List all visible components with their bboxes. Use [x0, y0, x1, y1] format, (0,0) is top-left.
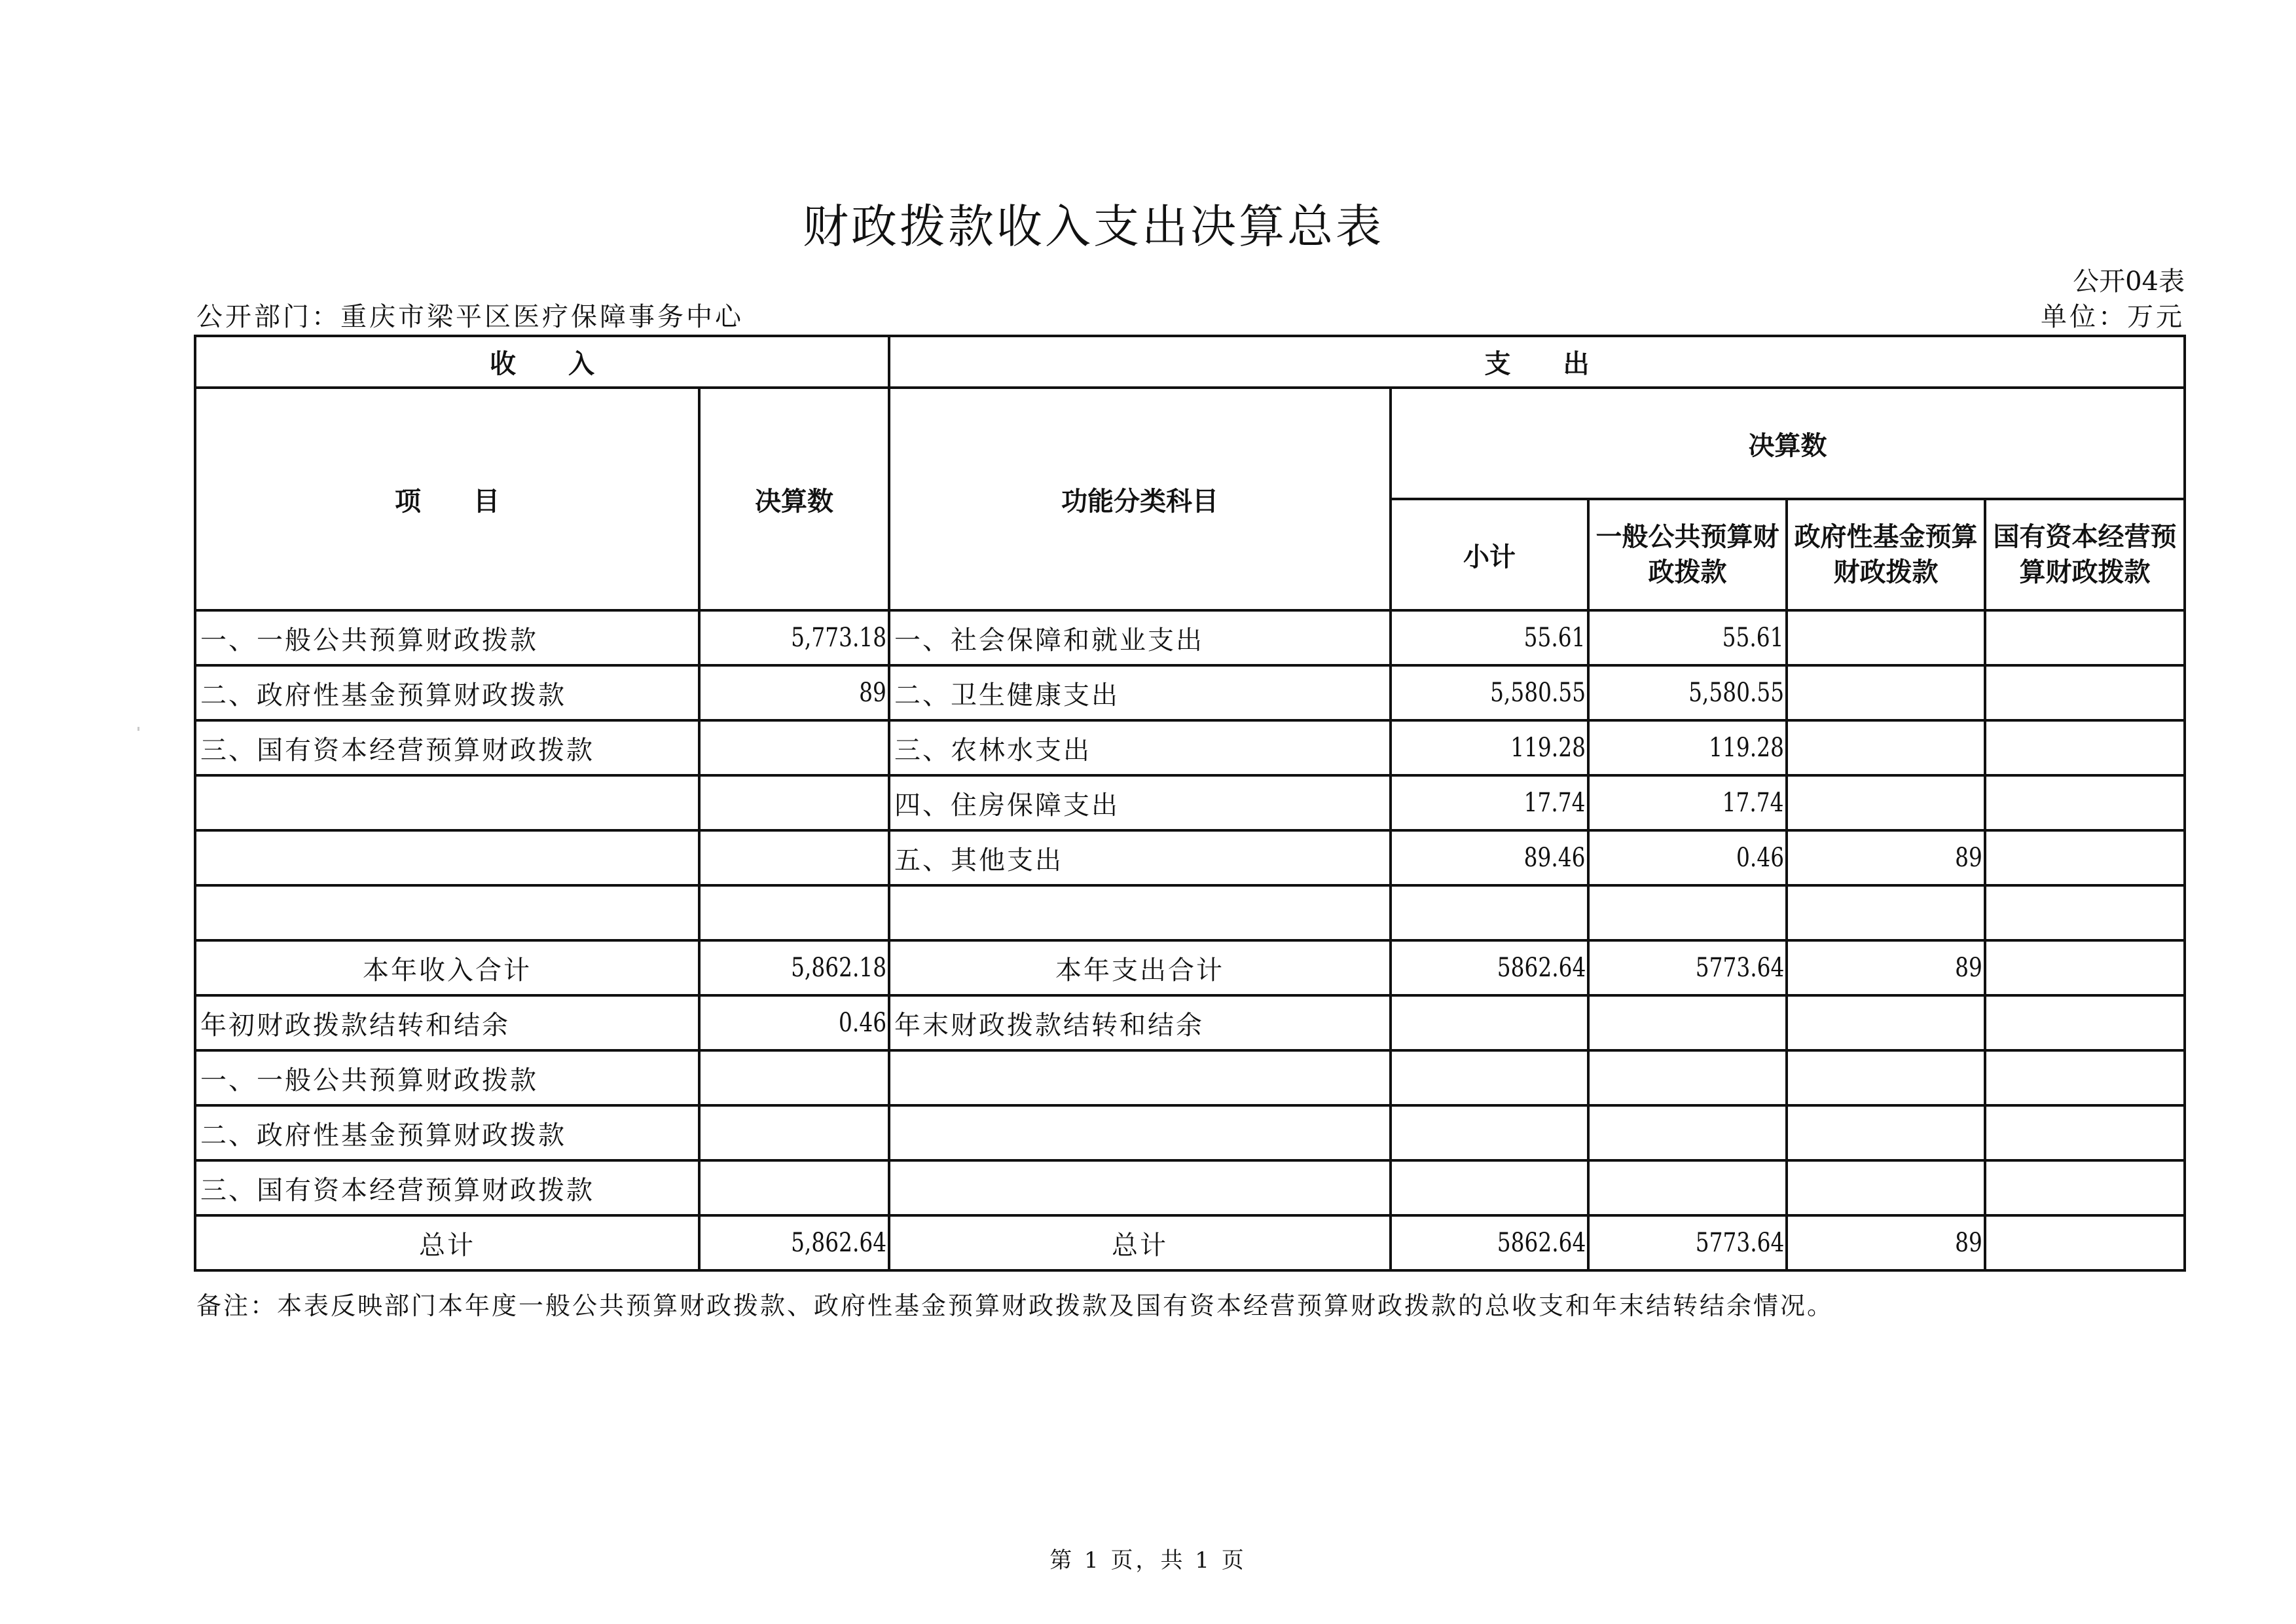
income-item-cell: 一、一般公共预算财政拨款 — [195, 610, 699, 665]
income-amount-cell: 5,773.18 — [699, 610, 889, 665]
gov-fund-cell: 89 — [1787, 940, 1985, 995]
general-public-cell — [1588, 1050, 1787, 1105]
income-amount-cell — [699, 830, 889, 885]
expense-section-header: 支 出 — [889, 336, 2185, 388]
general-public-cell: 5,580.55 — [1588, 665, 1787, 720]
gov-fund-cell — [1787, 1050, 1985, 1105]
income-amount-cell — [699, 1105, 889, 1160]
gov-fund-cell: 89 — [1787, 830, 1985, 885]
expense-item-cell: 一、社会保障和就业支出 — [889, 610, 1391, 665]
income-item-cell: 二、政府性基金预算财政拨款 — [195, 1105, 699, 1160]
general-public-cell: 0.46 — [1588, 830, 1787, 885]
general-public-cell: 5773.64 — [1588, 1215, 1787, 1270]
subtotal-cell — [1391, 1050, 1588, 1105]
page-title: 财政拨款收入支出决算总表 — [803, 200, 1384, 253]
table-row — [195, 1050, 2185, 1105]
state-capital-cell — [1985, 610, 2185, 665]
income-item-cell — [195, 885, 699, 940]
general-public-column-header: 一般公共预算财政拨款 — [1588, 499, 1787, 610]
general-public-cell: 119.28 — [1588, 720, 1787, 775]
gov-fund-cell — [1787, 885, 1985, 940]
table-row — [195, 665, 2185, 720]
income-item-cell: 三、国有资本经营预算财政拨款 — [195, 720, 699, 775]
income-amount-column-header: 决算数 — [699, 388, 889, 610]
subtotal-cell: 89.46 — [1391, 830, 1588, 885]
state-capital-cell — [1985, 940, 2185, 995]
income-amount-cell — [699, 1160, 889, 1215]
income-amount-cell: 89 — [699, 665, 889, 720]
state-capital-cell — [1985, 1105, 2185, 1160]
table-row-annual-total — [195, 940, 2185, 995]
department-label: 公开部门：重庆市梁平区医疗保障事务中心 — [196, 302, 744, 332]
fiscal-appropriation-table — [194, 335, 2186, 1272]
state-capital-cell — [1985, 1050, 2185, 1105]
expense-item-cell: 五、其他支出 — [889, 830, 1391, 885]
income-item-cell: 三、国有资本经营预算财政拨款 — [195, 1160, 699, 1215]
state-capital-cell — [1985, 665, 2185, 720]
subtotal-cell: 5,580.55 — [1391, 665, 1588, 720]
state-capital-cell — [1985, 830, 2185, 885]
subtotal-cell — [1391, 885, 1588, 940]
expense-item-cell: 年末财政拨款结转和结余 — [889, 995, 1391, 1050]
subtotal-cell: 55.61 — [1391, 610, 1588, 665]
income-amount-cell: 0.46 — [699, 995, 889, 1050]
general-public-cell — [1588, 1160, 1787, 1215]
page-number-footer: 第 1 页，共 1 页 — [1049, 1547, 1247, 1574]
income-item-cell: 本年收入合计 — [195, 940, 699, 995]
income-item-cell: 二、政府性基金预算财政拨款 — [195, 665, 699, 720]
general-public-cell: 5773.64 — [1588, 940, 1787, 995]
income-section-header: 收 入 — [195, 336, 889, 388]
income-item-cell — [195, 830, 699, 885]
gov-fund-cell — [1787, 1105, 1985, 1160]
gov-fund-cell — [1787, 610, 1985, 665]
subtotal-cell: 5862.64 — [1391, 1215, 1588, 1270]
subtotal-cell — [1391, 995, 1588, 1050]
gov-fund-column-header: 政府性基金预算财政拨款 — [1787, 499, 1985, 610]
subtotal-cell: 119.28 — [1391, 720, 1588, 775]
subtotal-cell — [1391, 1160, 1588, 1215]
income-amount-cell: 5,862.64 — [699, 1215, 889, 1270]
state-capital-cell — [1985, 1160, 2185, 1215]
table-row — [195, 830, 2185, 885]
expense-item-cell: 总计 — [889, 1215, 1391, 1270]
state-capital-column-header: 国有资本经营预算财政拨款 — [1985, 499, 2185, 610]
scan-speck — [137, 727, 139, 731]
gov-fund-cell — [1787, 1160, 1985, 1215]
item-column-header: 项 目 — [195, 388, 699, 610]
income-amount-cell — [699, 775, 889, 830]
expense-amount-group-header: 决算数 — [1391, 388, 2185, 499]
expense-item-cell — [889, 1050, 1391, 1105]
income-item-cell: 一、一般公共预算财政拨款 — [195, 1050, 699, 1105]
income-amount-cell — [699, 720, 889, 775]
income-amount-cell — [699, 1050, 889, 1105]
table-row — [195, 1160, 2185, 1215]
unit-label: 单位：万元 — [2041, 302, 2185, 332]
table-footnote: 备注：本表反映部门本年度一般公共预算财政拨款、政府性基金预算财政拨款及国有资本经营预算财政拨款的总收支和年末结转结余情况。 — [196, 1291, 1834, 1320]
gov-fund-cell — [1787, 720, 1985, 775]
state-capital-cell — [1985, 995, 2185, 1050]
gov-fund-cell — [1787, 665, 1985, 720]
expense-item-cell: 本年支出合计 — [889, 940, 1391, 995]
form-number: 公开04表 — [2073, 267, 2185, 297]
table-row — [195, 610, 2185, 665]
table-row — [195, 1105, 2185, 1160]
subtotal-cell: 5862.64 — [1391, 940, 1588, 995]
state-capital-cell — [1985, 1215, 2185, 1270]
subtotal-cell — [1391, 1105, 1588, 1160]
income-item-cell — [195, 775, 699, 830]
gov-fund-cell — [1787, 995, 1985, 1050]
general-public-cell — [1588, 885, 1787, 940]
state-capital-cell — [1985, 720, 2185, 775]
income-item-cell: 总计 — [195, 1215, 699, 1270]
subtotal-cell: 17.74 — [1391, 775, 1588, 830]
gov-fund-cell: 89 — [1787, 1215, 1985, 1270]
expense-item-cell — [889, 1160, 1391, 1215]
expense-item-cell: 三、农林水支出 — [889, 720, 1391, 775]
general-public-cell — [1588, 1105, 1787, 1160]
general-public-cell — [1588, 995, 1787, 1050]
function-category-column-header: 功能分类科目 — [889, 388, 1391, 610]
general-public-cell: 17.74 — [1588, 775, 1787, 830]
income-amount-cell — [699, 885, 889, 940]
expense-item-cell — [889, 1105, 1391, 1160]
state-capital-cell — [1985, 775, 2185, 830]
table-row-grand-total — [195, 1215, 2185, 1270]
table-row — [195, 885, 2185, 940]
income-item-cell: 年初财政拨款结转和结余 — [195, 995, 699, 1050]
general-public-cell: 55.61 — [1588, 610, 1787, 665]
expense-item-cell: 二、卫生健康支出 — [889, 665, 1391, 720]
expense-item-cell: 四、住房保障支出 — [889, 775, 1391, 830]
table-row — [195, 775, 2185, 830]
expense-item-cell — [889, 885, 1391, 940]
gov-fund-cell — [1787, 775, 1985, 830]
subtotal-column-header: 小计 — [1391, 499, 1588, 610]
income-amount-cell: 5,862.18 — [699, 940, 889, 995]
state-capital-cell — [1985, 885, 2185, 940]
table-row — [195, 720, 2185, 775]
table-row — [195, 995, 2185, 1050]
